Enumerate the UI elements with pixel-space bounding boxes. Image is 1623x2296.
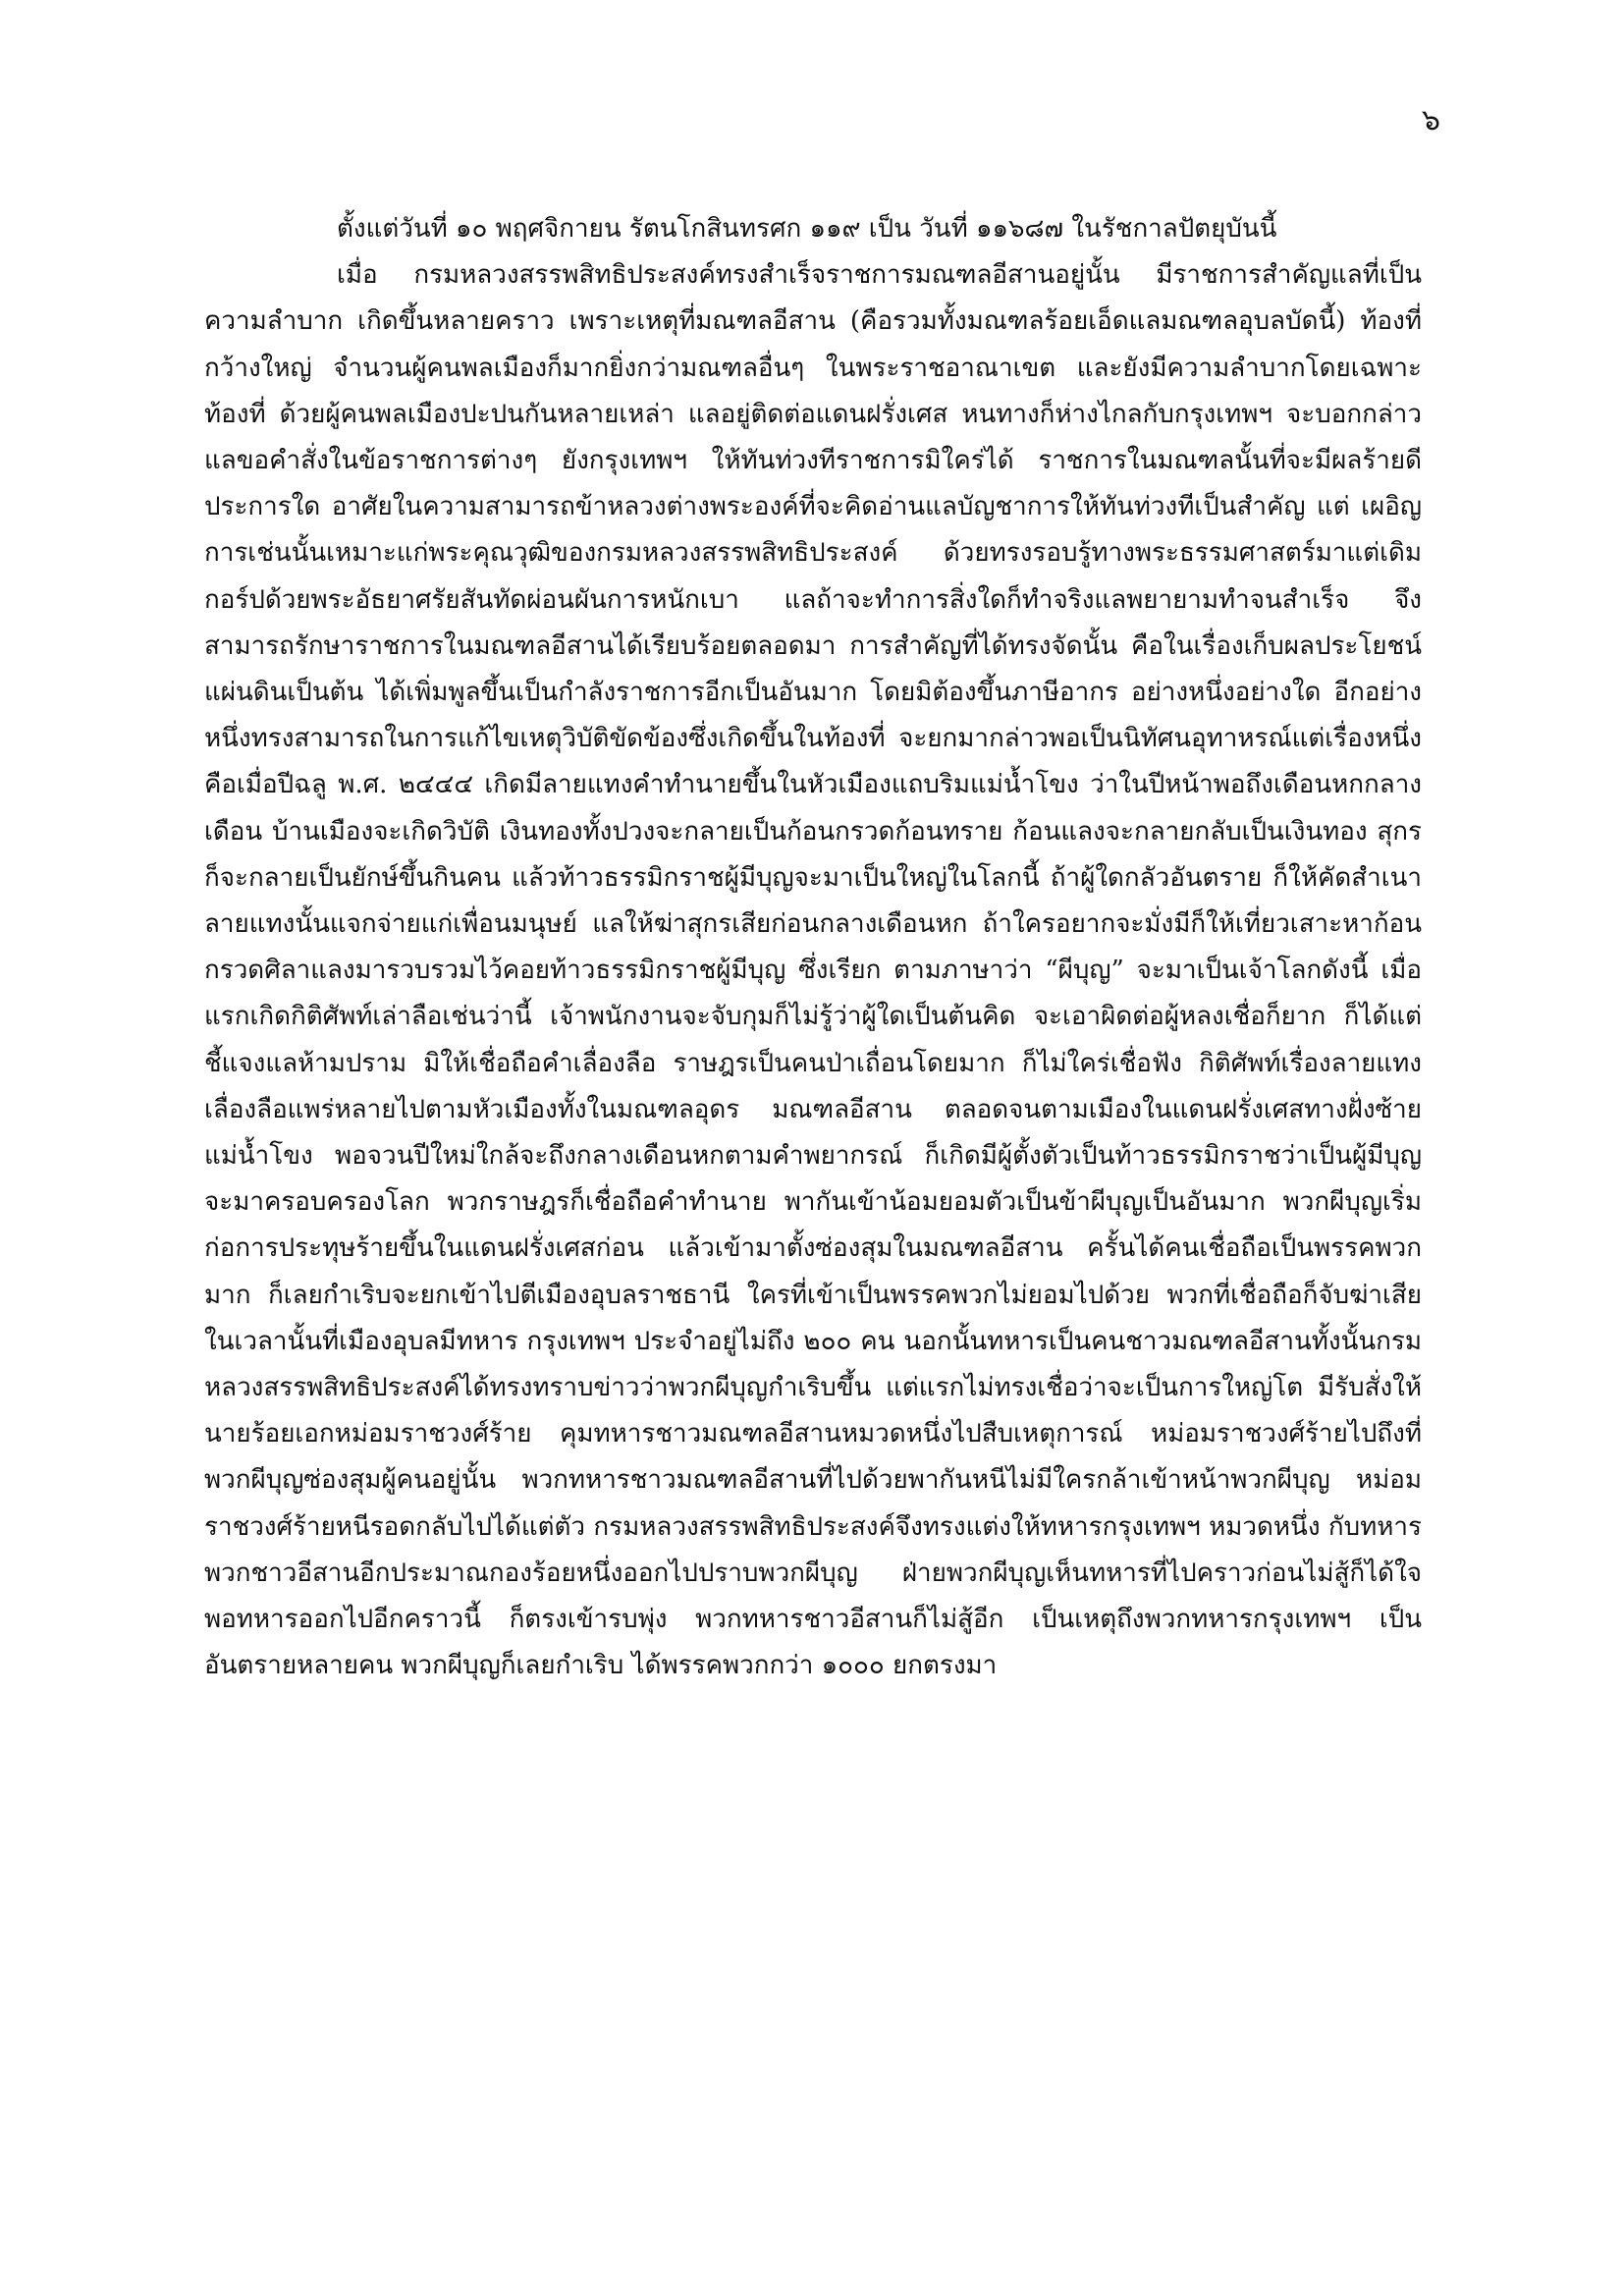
- page-number: ๖: [1421, 103, 1440, 137]
- paragraph-main: เมื่อ กรมหลวงสรรพสิทธิประสงค์ทรงสำเร็จราชการมณฑลอีสานอยู่นั้น มีราชการสำคัญแลที่เป็นความลำบาก เกิดขึ้นหลายคราว เพราะเหตุที่มณฑลอีสาน (คือรวมทั้งมณฑลร้อยเอ็ดแลมณฑลอุบลบัดนี้) ท้องที่กว้างใหญ่ จำนวนผู้คนพลเมืองก็มากยิ่งกว่ามณฑลอื่นๆ ในพระราชอาณาเขต และยังมีความลำบากโดยเฉพาะท้องที่ ด้วยผู้คนพลเมืองปะปนกันหลายเหล่า แลอยู่ติดต่อแดนฝรั่งเศส หนทางก็ห่างไกลกับกรุงเทพฯ จะบอกกล่าวแลขอคำสั่งในข้อราชการต่างๆ ยังกรุงเทพฯ ให้ทันท่วงทีราชการมิใคร่ได้ ราชการในมณฑลนั้นที่จะมีผลร้ายดีประการใด อาศัยในความสามารถข้าหลวงต่างพระองค์ที่จะคิดอ่านแลบัญชาการให้ทันท่วงทีเป็นสำคัญ แต่ เผอิญการเช่นนั้นเหมาะแก่พระคุณวุฒิของกรมหลวงสรรพสิทธิประสงค์ ด้วยทรงรอบรู้ทางพระธรรมศาสตร์มาแต่เดิม กอร์ปด้วยพระอัธยาศรัยสันทัดผ่อนผันการหนักเบา แลถ้าจะทำการสิ่งใดก็ทำจริงแลพยายามทำจนสำเร็จ จึงสามารถรักษาราชการในมณฑลอีสานได้เรียบร้อยตลอดมา การสำคัญที่ได้ทรงจัดนั้น คือในเรื่องเก็บผลประโยชน์แผ่นดินเป็นต้น ได้เพิ่มพูลขึ้นเป็นกำลังราชการอีกเป็นอันมาก โดยมิต้องขึ้นภาษีอากร อย่างหนึ่งอย่างใด อีกอย่างหนึ่งทรงสามารถในการแก้ไขเหตุวิบัติขัดข้องซึ่งเกิดขึ้นในท้องที่ จะยกมากล่าวพอเป็นนิทัศนอุทาหรณ์แต่เรื่องหนึ่ง คือเมื่อปีฉลู พ.ศ. ๒๔๔๔ เกิดมีลายแทงคำทำนายขึ้นในหัวเมืองแถบริมแม่น้ำโขง ว่าในปีหน้าพอถึงเดือนหกกลางเดือน บ้านเมืองจะเกิดวิบัติ เงินทองทั้งปวงจะกลายเป็นก้อนกรวดก้อนทราย ก้อนแลงจะกลายกลับเป็นเงินทอง สุกรก็จะกลายเป็นยักษ์ขึ้นกินคน แล้วท้าวธรรมิกราชผู้มีบุญจะมาเป็นใหญ่ในโลกนี้ ถ้าผู้ใดกลัวอันตราย ก็ให้คัดสำเนาลายแทงนั้นแจกจ่ายแก่เพื่อนมนุษย์ แลให้ฆ่าสุกรเสียก่อนกลางเดือนหก ถ้าใครอยากจะมั่งมีก็ให้เที่ยวเสาะหาก้อนกรวดศิลาแลงมารวบรวมไว้คอยท้าวธรรมิกราชผู้มีบุญ ซึ่งเรียก ตามภาษาว่า “ผีบุญ” จะมาเป็นเจ้าโลกดังนี้ เมื่อแรกเกิดกิติศัพท์เล่าลือเช่นว่านี้ เจ้าพนักงานจะจับกุมก็ไม่รู้ว่าผู้ใดเป็นต้นคิด จะเอาผิดต่อผู้หลงเชื่อก็ยาก ก็ได้แต่ชี้แจงแลห้ามปราม มิให้เชื่อถือคำเลื่องลือ ราษฎรเป็นคนป่าเถื่อนโดยมาก ก็ไม่ใคร่เชื่อฟัง กิติศัพท์เรื่องลายแทงเลื่องลือแพร่หลายไปตามหัวเมืองทั้งในมณฑลอุดร มณฑลอีสาน ตลอดจนตามเมืองในแดนฝรั่งเศสทางฝั่งซ้ายแม่น้ำโขง พอจวนปีใหม่ใกล้จะถึงกลางเดือนหกตามคำพยากรณ์ ก็เกิดมีผู้ตั้งตัวเป็นท้าวธรรมิกราชว่าเป็นผู้มีบุญจะมาครอบครองโลก พวกราษฎรก็เชื่อถือคำทำนาย พากันเข้าน้อมยอมตัวเป็นข้าผีบุญเป็นอันมาก พวกผีบุญเริ่มก่อการประทุษร้ายขึ้นในแดนฝรั่งเศสก่อน แล้วเข้ามาตั้งซ่องสุมในมณฑลอีสาน ครั้นได้คนเชื่อถือเป็นพรรคพวกมาก ก็เลยกำเริบจะยกเข้าไปตีเมืองอุบลราชธานี ใครที่เข้าเป็นพรรคพวกไม่ยอมไปด้วย พวกที่เชื่อถือก็จับฆ่าเสีย ในเวลานั้นที่เมืองอุบลมีทหาร กรุงเทพฯ ประจำอยู่ไม่ถึง ๒๐๐ คน นอกนั้นทหารเป็นคนชาวมณฑลอีสานทั้งนั้นกรมหลวงสรรพสิทธิประสงค์ได้ทรงทราบข่าวว่าพวกผีบุญกำเริบขึ้น แต่แรกไม่ทรงเชื่อว่าจะเป็นการใหญ่โต มีรับสั่งให้นายร้อยเอกหม่อมราชวงศ์ร้าย คุมทหารชาวมณฑลอีสานหมวดหนึ่งไปสืบเหตุการณ์ หม่อมราชวงศ์ร้ายไปถึงที่พวกผีบุญซ่องสุมผู้คนอยู่นั้น พวกทหารชาวมณฑลอีสานที่ไปด้วยพากันหนีไม่มีใครกล้าเข้าหน้าพวกผีบุญ หม่อมราชวงศ์ร้ายหนีรอดกลับไปได้แต่ตัว กรมหลวงสรรพสิทธิประสงค์จึงทรงแต่งให้ทหารกรุงเทพฯ หมวดหนึ่ง กับทหารพวกชาวอีสานอีกประมาณกองร้อยหนึ่งออกไปปราบพวกผีบุญ ฝ่ายพวกผีบุญเห็นทหารที่ไปคราวก่อนไม่สู้ก็ได้ใจ พอทหารออกไปอีกคราวนี้ ก็ตรงเข้ารบพุ่ง พวกทหารชาวอีสานก็ไม่สู้อีก เป็นเหตุถึงพวกทหารกรุงเทพฯ เป็น อันตรายหลายคน พวกผีบุญก็เลยกำเริบ ได้พรรคพวกกว่า ๑๐๐๐ ยกตรงมา: [204, 260, 1422, 1681]
- document-body: [204, 206, 1422, 1690]
- paragraph-date-line: ตั้งแต่วันที่ ๑๐ พฤศจิกายน รัตนโกสินทรศก ๑๑๙ เป็น วันที่ ๑๑๖๘๗ ในรัชกาลปัตยุบันนี้: [337, 214, 1277, 244]
